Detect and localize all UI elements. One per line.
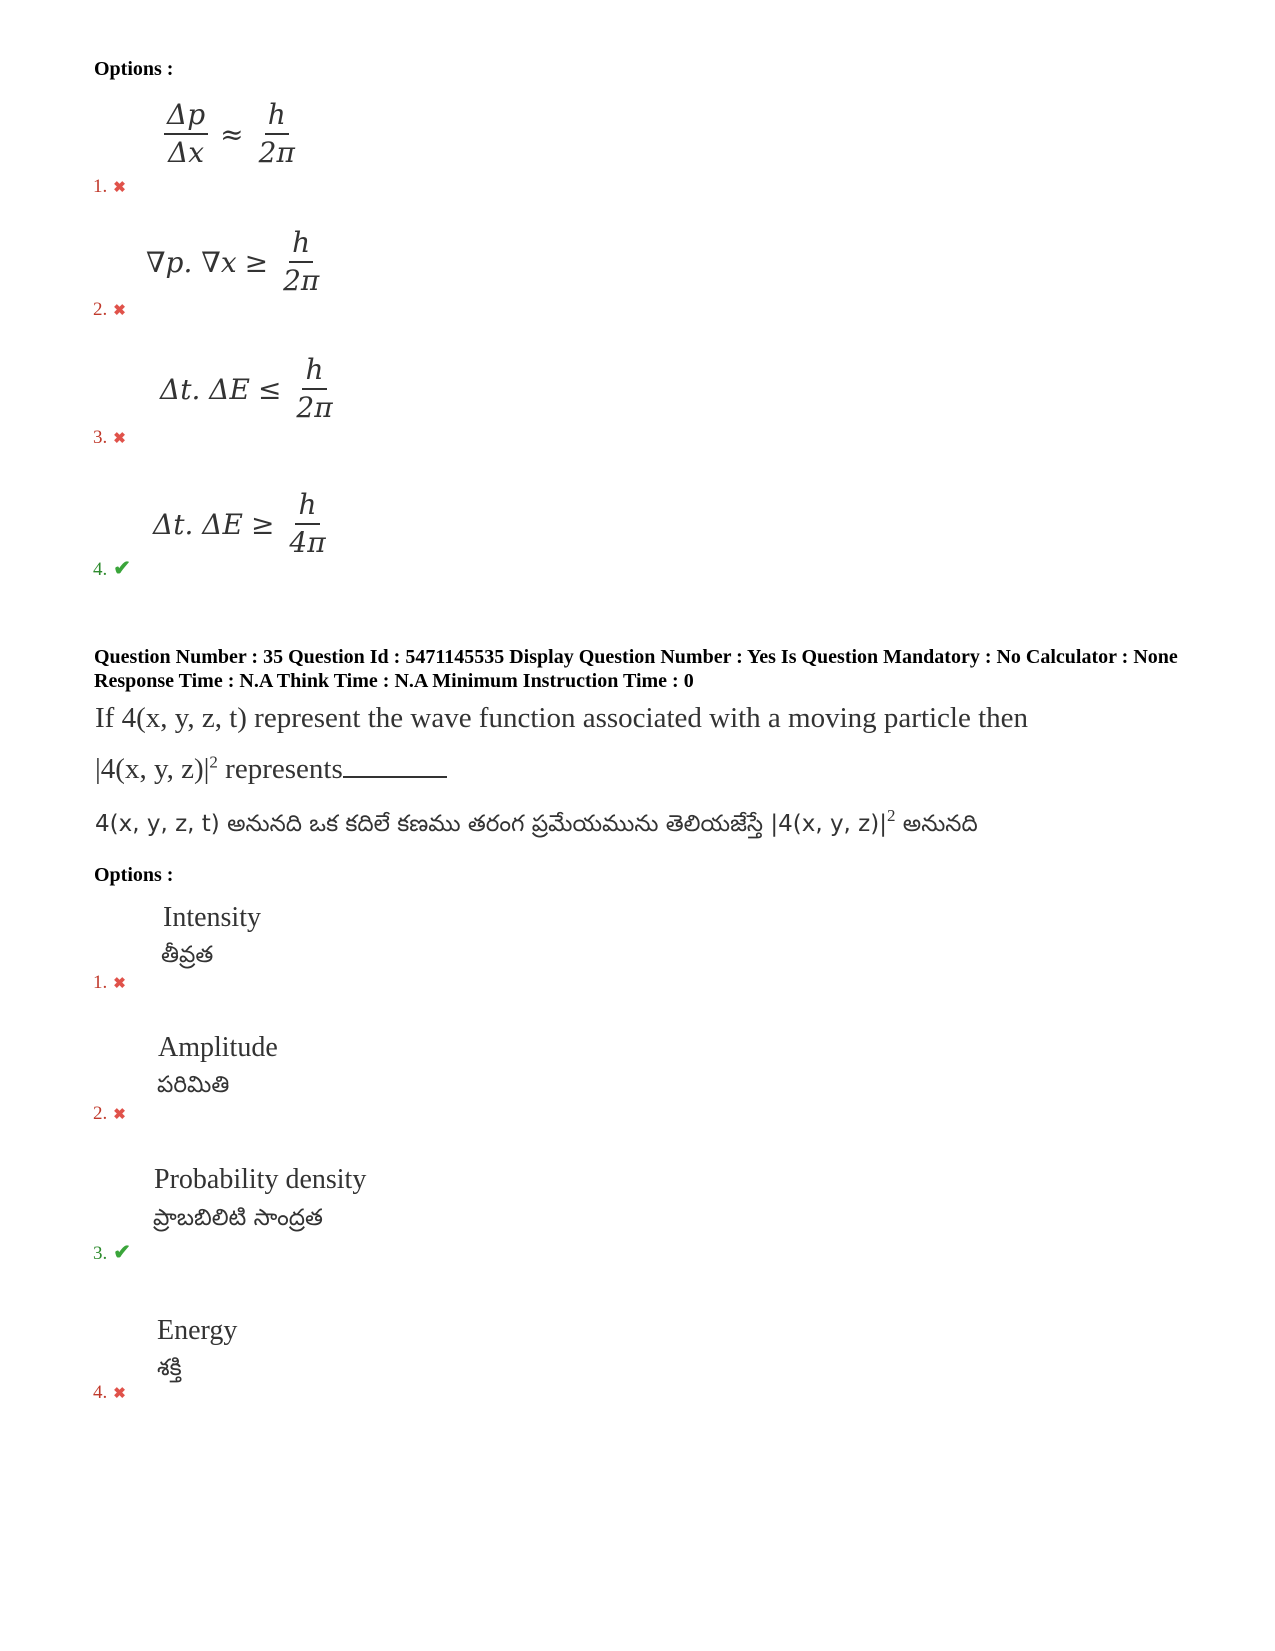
option-1-formula — [160, 100, 302, 169]
option-1-english: Intensity — [163, 902, 261, 933]
option-1-number — [93, 176, 126, 198]
option-number-text: 2. — [93, 299, 108, 320]
geq-operator: ≥ — [244, 245, 269, 279]
question-meta: Question Number : 35 Question Id : 5471145535 Display Question Number : Yes Is Question Mandatory : No Calculator : None Response Time : N.A Think Time : N.A Minimum Instruction Time : 0 — [94, 646, 1178, 692]
fraction-numerator: h — [265, 100, 289, 135]
fraction-numerator: Δp — [164, 100, 208, 135]
geq-operator: ≥ — [250, 507, 275, 541]
option-3-formula — [160, 355, 340, 424]
option-2-telugu: పరిమితి — [157, 1072, 230, 1098]
option-4-formula — [153, 490, 333, 559]
option-4-english: Energy — [157, 1315, 238, 1346]
fraction-numerator: h — [295, 490, 319, 525]
fraction-denominator: 2π — [296, 390, 333, 424]
fraction-denominator: 2π — [258, 135, 295, 169]
option-2-formula — [146, 228, 326, 297]
wrong-mark-icon: ✖ — [113, 1386, 126, 1402]
options-label-2: Options : — [94, 864, 174, 886]
option-2-number — [93, 1103, 126, 1125]
wrong-mark-icon: ✖ — [113, 431, 126, 447]
question-text-line-2 — [95, 752, 447, 786]
option-3-english: Probability density — [154, 1164, 367, 1195]
option-number-text: 3. — [93, 427, 108, 448]
fraction-numerator: h — [289, 228, 313, 263]
correct-check-icon: ✔ — [113, 1240, 131, 1264]
option-3-telugu: ప్రాబబిలిటి సాంద్రత — [153, 1205, 323, 1231]
fraction-dp-dx — [164, 100, 208, 169]
option-1-telugu: తీవ్రత — [161, 942, 214, 968]
question-psi-term: |4(x, y, z)| — [95, 753, 210, 785]
option-number-text: 4. — [93, 559, 108, 580]
fraction-numerator: h — [302, 355, 326, 390]
option-4-number — [93, 556, 131, 581]
question-text-telugu — [95, 806, 978, 843]
options-label: Options : — [94, 58, 174, 80]
telugu-question-part-1: 4(x, y, z, t) అనునది ఒక కదిలే కణము తరంగ ప్రమేయమును తెలియజేస్తే |4(x, y, z)| — [95, 811, 887, 837]
fraction-h-4pi — [286, 490, 328, 559]
approx-operator: ≈ — [220, 117, 244, 151]
fraction-h-2pi — [293, 355, 335, 424]
superscript-2: 2 — [886, 806, 896, 825]
option-1-number — [93, 972, 126, 994]
fraction-denominator: 2π — [283, 263, 320, 297]
question-represents: represents — [217, 753, 343, 785]
formula-lhs: Δt. ΔE — [160, 372, 250, 406]
option-3-number — [93, 427, 126, 449]
option-number-text: 4. — [93, 1382, 108, 1403]
superscript-2: 2 — [209, 752, 218, 772]
answer-blank — [343, 752, 447, 778]
fraction-h-2pi — [280, 228, 322, 297]
correct-check-icon: ✔ — [113, 556, 131, 580]
option-2-english: Amplitude — [158, 1032, 278, 1063]
wrong-mark-icon: ✖ — [113, 1107, 126, 1123]
option-number-text: 2. — [93, 1103, 108, 1124]
option-3-number — [93, 1240, 131, 1265]
wrong-mark-icon: ✖ — [113, 976, 126, 992]
option-4-telugu: శక్తి — [157, 1355, 182, 1381]
fraction-h-2pi — [256, 100, 298, 169]
wrong-mark-icon: ✖ — [113, 180, 126, 196]
option-number-text: 1. — [93, 176, 108, 197]
formula-lhs: Δt. ΔE — [153, 507, 243, 541]
wrong-mark-icon: ✖ — [113, 303, 126, 319]
formula-lhs: ∇p. ∇x — [146, 245, 237, 279]
option-number-text: 1. — [93, 972, 108, 993]
fraction-denominator: Δx — [168, 135, 205, 169]
leq-operator: ≤ — [257, 372, 282, 406]
option-number-text: 3. — [93, 1243, 108, 1264]
telugu-question-part-2: అనునది — [895, 811, 978, 837]
option-2-number — [93, 299, 126, 321]
option-4-number — [93, 1382, 126, 1404]
fraction-denominator: 4π — [289, 525, 326, 559]
question-text-line-1: If 4(x, y, z, t) represent the wave function associated with a moving particle then — [95, 702, 1029, 734]
